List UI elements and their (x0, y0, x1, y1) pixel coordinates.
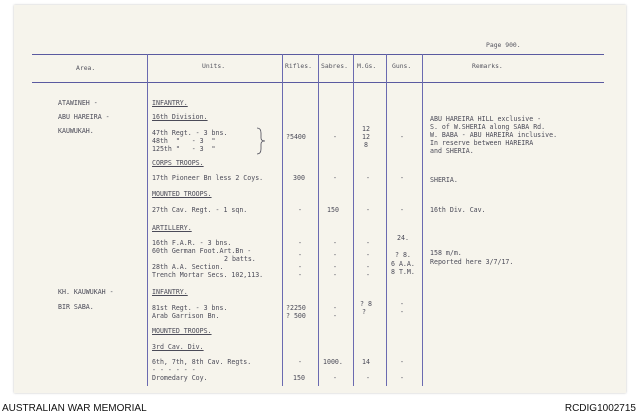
column-divider (147, 54, 148, 386)
remark-line: and SHERIA. (430, 147, 474, 155)
remark-line: SHERIA. (430, 176, 458, 184)
guns-value: - (400, 206, 404, 214)
rifles-value: 150 (293, 374, 305, 382)
guns-value: 24. (397, 234, 409, 242)
section-infantry-2: INFANTRY. (152, 288, 188, 296)
remark-line: S. of W.SHERIA along SABA Rd. (430, 123, 546, 131)
section-artillery: ARTILLERY. (152, 224, 192, 232)
section-infantry: INFANTRY. (152, 99, 188, 107)
rifles-value: - (298, 263, 302, 271)
mgs-value: 14 (362, 358, 370, 366)
rifles-value: ?5400 (286, 133, 306, 141)
sabres-value: - (333, 174, 337, 182)
unit-trench-mortar: Trench Mortar Secs. 102,113. (152, 271, 264, 279)
sabres-value: - (333, 374, 337, 382)
rifles-value: ?2250 (286, 304, 306, 312)
unit-arab-garrison: Arab Garrison Bn. (152, 312, 220, 320)
sabres-value: - (333, 304, 337, 312)
guns-value: - (400, 133, 404, 141)
header-units: Units. (202, 62, 226, 70)
mgs-value: - (366, 263, 370, 271)
unit-cav-regts: 6th, 7th, 8th Cav. Regts. (152, 358, 252, 366)
unit-27th-cav: 27th Cav. Regt. - 1 sqn. (152, 206, 248, 214)
guns-value: ? 8. (395, 251, 411, 259)
area-abu-hareira: ABU HAREIRA - (58, 113, 110, 121)
footer-id: RCDIG1002715 (564, 403, 636, 414)
section-corps-troops: CORPS TROOPS. (152, 159, 204, 167)
column-divider (386, 54, 387, 386)
column-divider (353, 54, 354, 386)
remark-line: 16th Div. Cav. (430, 206, 486, 214)
mgs-value: ? 8 (360, 300, 372, 308)
sabres-value: - (333, 251, 337, 259)
rifles-value: - (298, 206, 302, 214)
header-area: Area. (76, 64, 96, 72)
unit-81st-regt: 81st Regt. - 3 bns. (152, 304, 228, 312)
unit-47th-regt: 47th Regt. - 3 bns. (152, 129, 228, 137)
mgs-value: - (366, 251, 370, 259)
sabres-value: - (333, 312, 337, 320)
guns-value: - (400, 308, 404, 316)
area-kauwukah: KAUWUKAH. (58, 127, 94, 135)
unit-16th-far: 16th F.A.R. - 3 bns. (152, 239, 232, 247)
unit-125th-regt: 125th " - 3 " (152, 145, 216, 153)
sabres-value: 1000. (323, 358, 343, 366)
header-rifles: Rifles. (285, 62, 312, 70)
mgs-value: - (366, 174, 370, 182)
brace-icon (256, 127, 268, 155)
mgs-value: 12 (362, 133, 370, 141)
unit-dromedary: Dromedary Coy. (152, 374, 208, 382)
unit-60th-german: 60th German Foot.Art.Bn - (152, 247, 252, 255)
section-mounted-troops-2: MOUNTED TROOPS. (152, 327, 212, 335)
footer-source: AUSTRALIAN WAR MEMORIAL (2, 403, 147, 414)
column-divider (282, 54, 283, 386)
rifles-value: ? 500 (286, 312, 306, 320)
document-page (14, 5, 626, 393)
area-ataweineh: ATAWINEH - (58, 99, 98, 107)
page-number: Page 900. (486, 41, 521, 49)
header-guns: Guns. (392, 62, 412, 70)
remark-line: Reported here 3/7/17. (430, 258, 514, 266)
header-sabres: Sabres. (321, 62, 348, 70)
section-mounted-troops: MOUNTED TROOPS. (152, 190, 212, 198)
unit-28th-aa: 28th A.A. Section. (152, 263, 224, 271)
mgs-value: - (366, 239, 370, 247)
mgs-value: 12 (362, 125, 370, 133)
rifles-value: - (298, 251, 302, 259)
guns-value: - (400, 174, 404, 182)
unit-60th-german-batts: 2 batts. (224, 255, 256, 263)
sabres-value: - (333, 263, 337, 271)
rifles-value: 300 (293, 174, 305, 182)
guns-value: - (400, 300, 404, 308)
sabres-value: 150 (327, 206, 339, 214)
division-16: 16th Division. (152, 113, 208, 121)
sabres-value: - (333, 133, 337, 141)
remark-line: 158 m/m. (430, 249, 462, 257)
guns-value: - (400, 358, 404, 366)
header-remarks: Remarks. (472, 62, 503, 70)
guns-value: 6 A.A. (391, 260, 415, 268)
guns-value: 8 T.M. (391, 268, 415, 276)
mgs-value: - (366, 271, 370, 279)
mgs-value: - (366, 206, 370, 214)
remark-line: W. BABA - ABU HAREIRA inclusive. (430, 131, 558, 139)
remark-line: ABU HAREIRA HILL exclusive - (430, 115, 542, 123)
unit-17th-pioneer: 17th Pioneer Bn less 2 Coys. (152, 174, 264, 182)
sabres-value: - (333, 239, 337, 247)
area-kh-kauwukah: KH. KAUWUKAH - (58, 288, 114, 296)
mgs-value: - (366, 374, 370, 382)
column-divider (318, 54, 319, 386)
rifles-value: - (298, 358, 302, 366)
column-divider (422, 54, 423, 386)
dashed-separator: - - - - - - (152, 366, 196, 374)
sabres-value: - (333, 271, 337, 279)
area-bir-saba: BIR SABA. (58, 303, 94, 311)
rifles-value: - (298, 239, 302, 247)
rifles-value: - (298, 271, 302, 279)
remark-line: In reserve between HAREIRA (430, 139, 534, 147)
guns-value: - (400, 374, 404, 382)
header-mgs: M.Gs. (357, 62, 377, 70)
mgs-value: 8 (364, 141, 368, 149)
unit-48th-regt: 48th " - 3 " (152, 137, 216, 145)
division-3rd-cav: 3rd Cav. Div. (152, 343, 204, 351)
mgs-value: ? (362, 308, 366, 316)
